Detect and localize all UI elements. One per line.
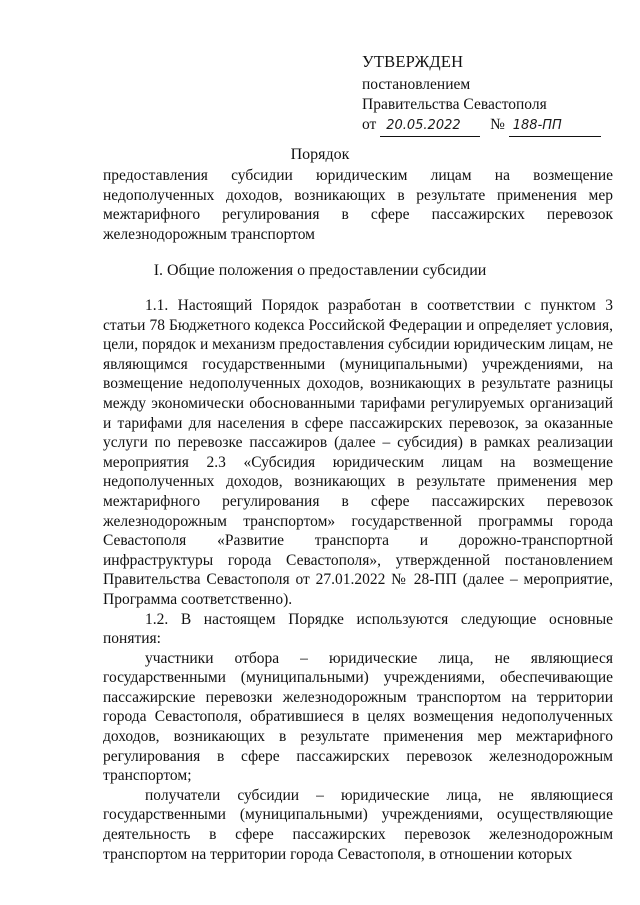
section-heading: I. Общие положения о предоставлении субсидии (153, 262, 487, 279)
resolution-label: постановлением (362, 76, 471, 93)
paragraph: 1.1. Настоящий Порядок разработан в соответствии с пунктом 3 статьи 78 Бюджетного кодекса Российской Федерации и определяет условия, цели, порядок и механизм предоставления субсидии юридическим лицам, не являющимся государственными (муниципальными) учреждениями, на возмещение недополученных доходов, возникающих в результате разницы между экономически обоснованными тарифами регулируемых организаций и тарифами для населения в сфере пассажирских перевозок, за оказанные услуги по перевозке пассажиров (далее – субсидия) в рамках реализации мероприятия 2.3 «Субсидия юридическим лицам на возмещение недополученных доходов, возникающих в результате применения мер межтарифного регулирования в сфере пассажирских перевозок железнодорожным транспортом» государственной программы города Севастополя «Развитие транспорта и дорожно-транспортной инфраструктуры города Севастополя», утвержденной постановлением Правительства Севастополя от 27.01.2022 № 28-ПП (далее – мероприятие, Программа соответственно). (103, 297, 613, 608)
government-label: Правительства Севастополя (362, 96, 547, 113)
approval-number-handwritten: 188-ПП (512, 118, 562, 133)
paragraph: получатели субсидии – юридические лица, не являющиеся государственными (муниципальными) учреждениями, осуществляющие деятельность в сфере пассажирских перевозок железнодорожным транспортом на территории города Севастополя, в отношении которых (103, 786, 613, 863)
document-body (103, 296, 613, 864)
number-prefix: № (490, 116, 505, 133)
paragraph: участники отбора – юридические лица, не являющиеся государственными (муниципальными) учреждениями, обеспечивающие пассажирские перевозки железнодорожным транспортом на территории города Севастополя, обратившиеся в целях возмещения недополученных доходов, возникающих в результате применения мер межтарифного регулирования в сфере пассажирских перевозок железнодорожным транспортом; (103, 649, 613, 785)
approved-label: УТВЕРЖДЕН (362, 52, 464, 71)
paragraph: 1.2. В настоящем Порядке используются следующие основные понятия: (103, 610, 613, 648)
approval-date-number-row (362, 115, 612, 137)
document-title: Порядок (290, 146, 350, 163)
approval-date-handwritten: 20.05.2022 (386, 118, 461, 133)
approval-date-field (380, 115, 480, 137)
date-prefix: от (362, 116, 377, 133)
document-subtitle: предоставления субсидии юридическим лицам на возмещение недополученных доходов, возникающих в результате применения мер межтарифного регулирования в сфере пассажирских перевозок железнодорожным транспортом (103, 167, 613, 243)
approval-number-field (509, 115, 601, 137)
approval-stamp (362, 52, 612, 137)
